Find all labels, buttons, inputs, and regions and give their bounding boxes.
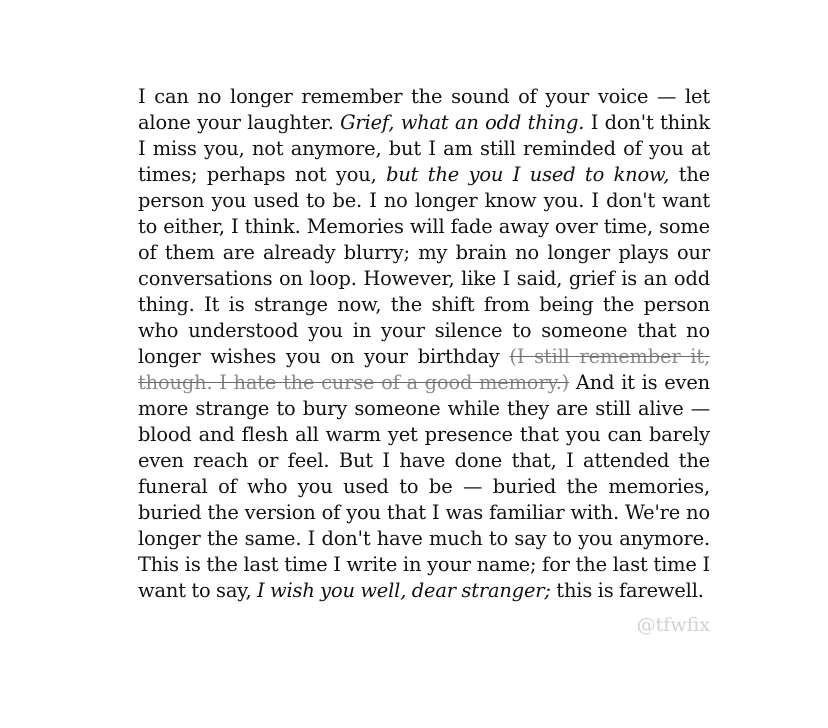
letter-text (138, 84, 710, 604)
strikethrough-aside: (I still remember it, though. I hate the curse of a good memory.) (138, 345, 710, 394)
text-segment: I don't think I miss you, not anymore, but I am still reminded of you at times; perhaps not you, (138, 111, 710, 186)
italic-phrase: Grief, what an odd thing. (340, 111, 585, 134)
italic-phrase: but the you I used to know, (386, 163, 670, 186)
text-segment: I can no longer remember the sound of your voice — let alone your laughter. (138, 85, 710, 134)
text-segment: this is farewell. (550, 579, 704, 602)
text-segment: And it is even more strange to bury someone while they are still alive — blood and flesh all warm yet presence that you can barely even reach or feel. But I have done that, I attended the funeral of who you used to be — buried the memories, buried the version of you that I was familiar with. We're no longer the same. I don't have much to say to you anymore. This is the last time I write in your name; for the last time I want to say, (138, 371, 710, 602)
text-segment: the person you used to be. I no longer know you. I don't want to either, I think. Memories will fade away over time, some of them are already blurry; my brain no longer plays our conversations on loop. However, like I said, grief is an odd thing. It is strange now, the shift from being the person who understood you in your silence to someone that no longer wishes you on your birthday (138, 163, 711, 368)
italic-phrase: I wish you well, dear stranger; (257, 579, 551, 602)
watermark-handle: @tfwfix (636, 614, 710, 636)
